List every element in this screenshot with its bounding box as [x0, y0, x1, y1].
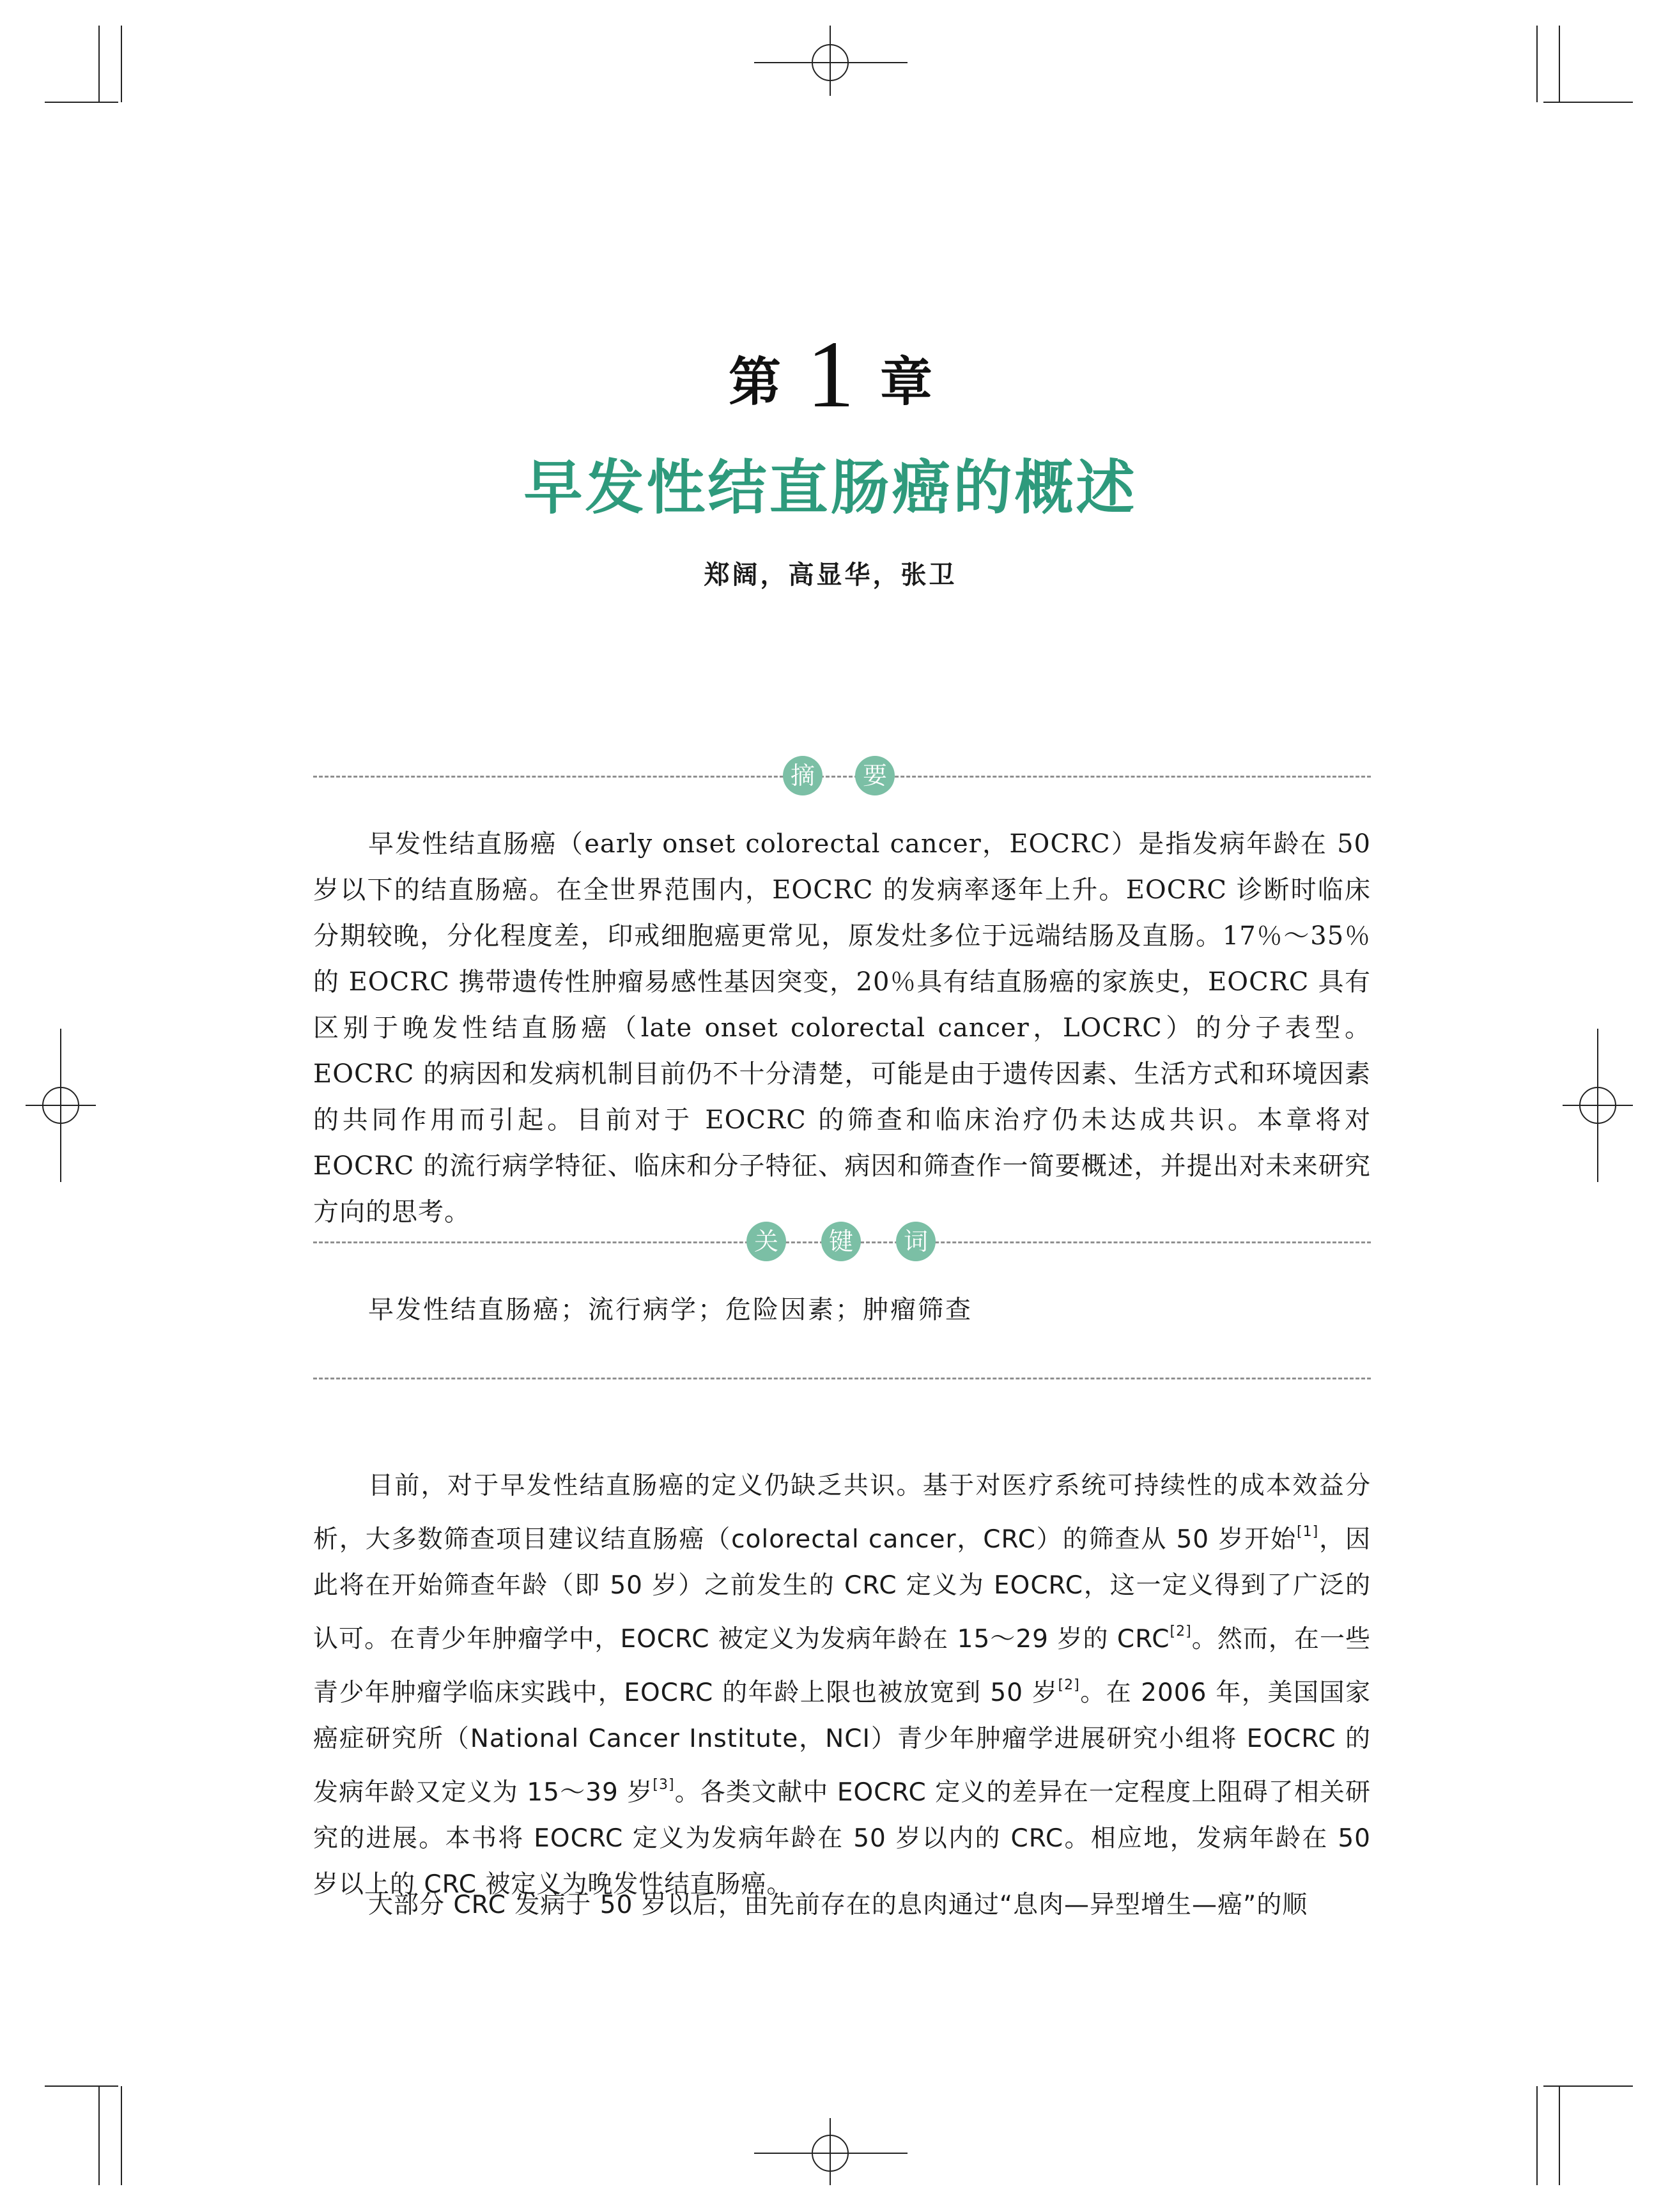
- abstract-heading-char: 摘: [783, 756, 823, 795]
- body-paragraph-1: 目前，对于早发性结直肠癌的定义仍缺乏共识。基于对医疗系统可持续性的成本效益分析，大多数筛查项目建议结直肠癌（colorectal cancer，CRC）的筛查从 50 岁开始[1]，因此将在开始筛查年龄（即 50 岁）之前发生的 CRC 定义为 EOCRC，这一定义得到了广泛的认可。在青少年肿瘤学中，EOCRC 被定义为发病年龄在 15～29 岁的 CRC[2]。然而，在一些青少年肿瘤学临床实践中，EOCRC 的年龄上限也被放宽到 50 岁[2]。在 2006 年，美国国家癌症研究所（National Cancer Institute，NCI）青少年肿瘤学进展研究小组将 EOCRC 的发病年龄又定义为 15～39 岁[3]。各类文献中 EOCRC 定义的差异在一定程度上阻碍了相关研究的进展。本书将 EOCRC 定义为发病年龄在 50 岁以内的 CRC。相应地，发病年龄在 50 岁以上的 CRC 被定义为晚发性结直肠癌。: [313, 1471, 1371, 1899]
- keywords-bottom-divider: [313, 1378, 1371, 1379]
- abstract-heading-char: 要: [855, 756, 895, 795]
- keywords-heading-char: 关: [746, 1222, 786, 1261]
- keywords-heading: [746, 1222, 938, 1266]
- chapter-heading: [0, 319, 1661, 429]
- keywords-heading-char: 词: [896, 1222, 936, 1261]
- authors: 郑阔，高显华，张卫: [704, 560, 957, 590]
- abstract-text: 早发性结直肠癌（early onset colorectal cancer，EOCRC）是指发病年龄在 50 岁以下的结直肠癌。在全世界范围内，EOCRC 的发病率逐年上升。EOCRC 诊断时临床分期较晚，分化程度差，印戒细胞癌更常见，原发灶多位于远端结肠及直肠。17％～35％的 EOCRC 携带遗传性肿瘤易感性基因突变，20％具有结直肠癌的家族史，EOCRC 具有区别于晚发性结直肠癌（late onset colorectal cancer，LOCRC）的分子表型。EOCRC 的病因和发病机制目前仍不十分清楚，可能是由于遗传因素、生活方式和环境因素的共同作用而引起。目前对于 EOCRC 的筛查和临床治疗仍未达成共识。本章将对 EOCRC 的流行病学特征、临床和分子特征、病因和筛查作一简要概述，并提出对未来研究方向的思考。: [313, 829, 1371, 1227]
- chapter-number: 1: [807, 321, 854, 427]
- keywords-text: 早发性结直肠癌；流行病学；危险因素；肿瘤筛查: [368, 1295, 973, 1325]
- keywords-heading-char: 键: [821, 1222, 861, 1261]
- citation: [1]: [1297, 1524, 1319, 1540]
- abstract-heading: [783, 756, 898, 801]
- citation: [2]: [1058, 1677, 1080, 1693]
- chapter-prefix: 第: [728, 351, 781, 413]
- citation: [2]: [1170, 1624, 1192, 1640]
- body-paragraph-2: 大部分 CRC 发病于 50 岁以后，由先前存在的息肉通过“息肉—异型增生—癌”的顺: [368, 1891, 1308, 1919]
- citation: [3]: [653, 1777, 675, 1793]
- chapter-suffix: 章: [880, 351, 933, 413]
- chapter-title: 早发性结直肠癌的概述: [523, 454, 1138, 522]
